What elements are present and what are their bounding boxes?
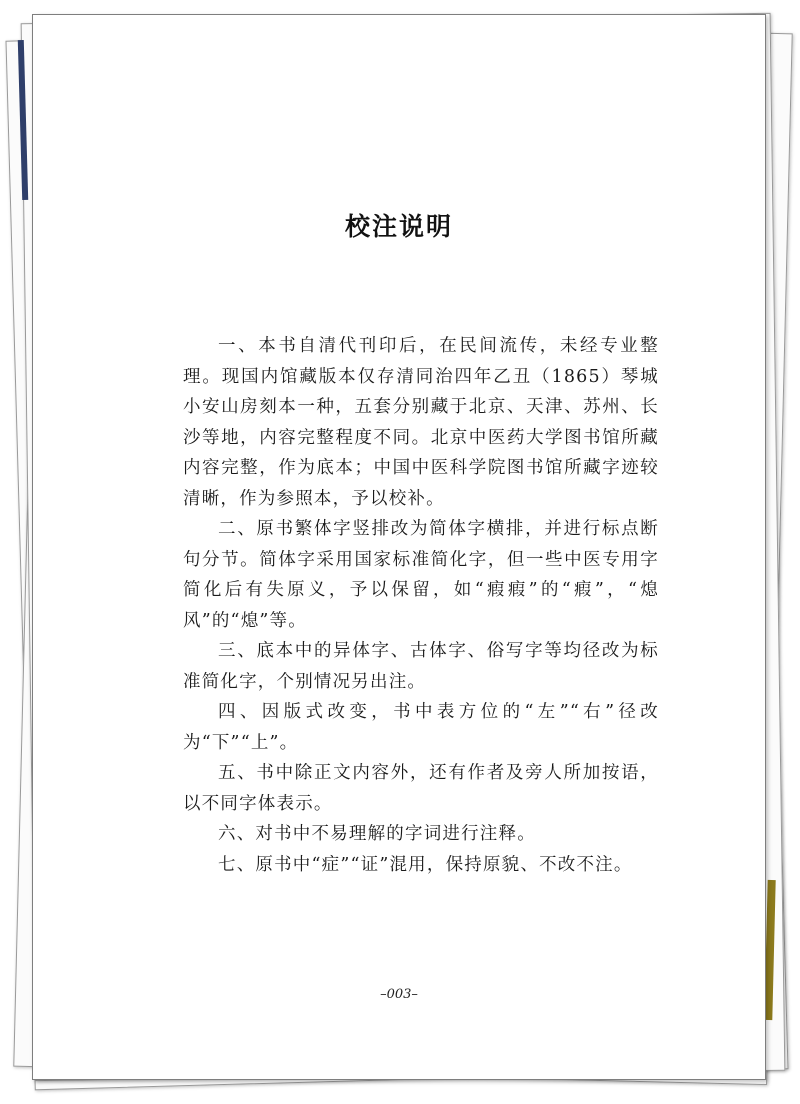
paragraph: 四、因版式改变，书中表方位的“左”“右”径改为“下”“上”。 [183,702,659,753]
paragraph: 二、原书繁体字竖排改为简体字横排，并进行标点断句分节。简体字采用国家标准简化字，但一些中医专用字简化后有失原义，予以保留，如“瘕瘕”的“瘕”，“熄风”的“熄”等。 [183,519,659,631]
document-page [32,14,766,1080]
page-number: –003– [380,987,418,1002]
paragraph: 六、对书中不易理解的字词进行注释。 [218,824,536,844]
page-title: 校注说明 [344,212,453,241]
paragraph: 七、原书中“症”“证”混用，保持原貌、不改不注。 [218,854,633,875]
document-body [183,331,659,880]
paragraph: 三、底本中的异体字、古体字、俗写字等均径改为标准简化字，个别情况另出注。 [183,641,659,692]
paragraph: 一、本书自清代刊印后，在民间流传，未经专业整理。现国内馆藏版本仅存清同治四年乙丑（1865）琴城小安山房刻本一种，五套分别藏于北京、天津、苏州、长沙等地，内容完整程度不同。北京中医药大学图书馆所藏内容完整，作为底本；中国中医科学院图书馆所藏字迹较清晰，作为参照本，予以校补。 [183,336,659,509]
paragraph: 五、书中除正文内容外，还有作者及旁人所加按语，以不同字体表示。 [183,763,659,814]
